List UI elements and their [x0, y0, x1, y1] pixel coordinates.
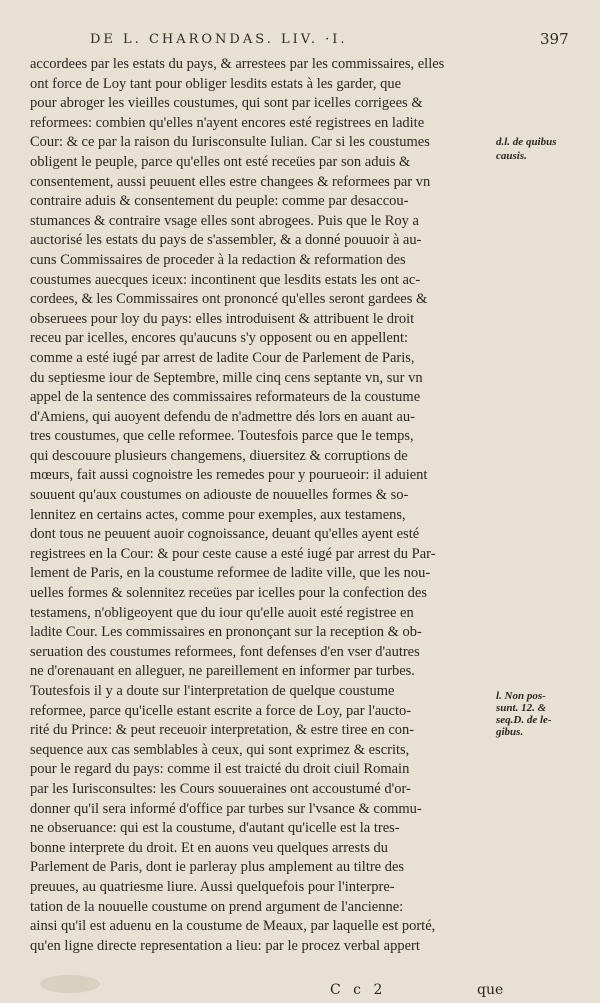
text-line: sequence aux cas semblables à ceux, qui sont exprimez & escrits, [30, 741, 410, 758]
text-line: obligent le peuple, parce qu'elles ont esté receües par son aduis & [30, 153, 411, 170]
text-line: Cour: & ce par la raison du Iurisconsulte Iulian. Car si les coustumes [30, 134, 430, 151]
margin-note: l. Non pos- [496, 690, 546, 702]
text-line: pour abroger les vieilles coustumes, qui sont par icelles corrigees & [30, 95, 423, 112]
text-line: ne d'orenauant en alleguer, ne pareillement en informer par turbes. [30, 663, 415, 680]
text-line: Parlement de Paris, dont ie parleray plus amplement au tiltre des [30, 859, 405, 876]
text-line: du septiesme iour de Septembre, mille cinq cens septante vn, sur vn [30, 369, 423, 386]
catchword: que [477, 982, 504, 998]
margin-notes [496, 0, 596, 1003]
body-text [30, 55, 500, 956]
text-line: registrees en la Cour: & pour ceste cause a esté iugé par arrest du Par- [30, 545, 436, 562]
text-line: rité du Prince: & peut receuoir interpretation, & estre tiree en con- [30, 722, 415, 739]
text-line: reformees: combien qu'elles n'ayent encores esté registrees en ladite [30, 114, 425, 131]
running-header: DE L. CHARONDAS. LIV. ·I. [90, 32, 348, 47]
text-line: obseruees pour loy du pays: elles introduisent & attribuent le droit [30, 310, 415, 327]
text-line: tres coustumes, que celle reformee. Toutesfois parce que le temps, [30, 428, 414, 445]
text-line: comme a esté iugé par arrest de ladite Cour de Parlement de Paris, [30, 349, 415, 366]
text-line: Toutesfois il y a doute sur l'interpretation de quelque coustume [30, 683, 395, 699]
text-line: ladite Cour. Les commissaires en prononçant sur la reception & ob- [30, 624, 422, 641]
page-number: 397 [540, 30, 569, 48]
text-line: souuent qu'aux coustumes on adiouste de nouuelles formes & so- [30, 487, 409, 504]
text-line: stumances & contraire vsage elles sont abrogees. Puis que le Roy a [30, 212, 419, 229]
text-line: par les Iurisconsultes: les Cours souueraines ont accoustumé d'or- [30, 780, 411, 797]
text-line: ainsi qu'il est aduenu en la coustume de Meaux, par laquelle est porté, [30, 918, 436, 935]
text-line: ne obseruance: qui est la coustume, d'autant qu'icelle est la tres- [30, 820, 400, 837]
text-line: consentement, aussi peuuent elles estre changees & reformees par vn [30, 173, 431, 190]
text-line: ont force de Loy tant pour obliger lesdits estats à les garder, que [30, 75, 402, 92]
signature-mark: C c 2 [330, 982, 387, 998]
text-line: lement de Paris, en la coustume reformee de ladite ville, que les nou- [30, 565, 431, 582]
text-line: seruation des coustumes reformees, font defenses d'en vser d'autres [30, 643, 420, 660]
text-line: qu'en ligne directe representation a lieu: par le procez verbal appert [30, 937, 420, 954]
text-line: bonne interprete du droit. Et en auons veu quelques arrests du [30, 839, 388, 856]
text-line: tation de la nouuelle coustume on prend argument de l'ancienne: [30, 898, 404, 915]
text-line: auctorisé les estats du pays de s'assembler, & a donné pouuoir à au- [30, 232, 422, 249]
text-line: cordees, & les Commissaires ont prononcé qu'elles seront gardees & [30, 291, 428, 308]
text-line: lennitez en certains actes, comme pour exemples, aux testamens, [30, 506, 406, 523]
margin-note: sunt. 12. & [496, 702, 547, 714]
text-line: testamens, n'obligeoyent que du iour qu'elle auoit esté registree en [30, 604, 414, 621]
text-line: donner qu'il sera informé d'office par turbes sur l'vsance & commu- [30, 800, 422, 817]
text-line: reformee, parce qu'icelle estant escrite a force de Loy, par l'aucto- [30, 702, 412, 719]
margin-note: causis. [496, 150, 527, 162]
ink-stain [40, 975, 100, 993]
text-line: preuues, au quatriesme liure. Aussi quelquefois pour l'interpre- [30, 878, 395, 895]
margin-note: gibus. [496, 726, 524, 738]
text-line: d'Amiens, qui auoyent defendu de n'admettre dés lors en auant au- [30, 408, 415, 425]
text-line: qui descouure plusieurs changemens, diuersitez & corruptions de [30, 447, 408, 464]
text-line: uelles formes & solennitez receües par icelles pour la confection des [30, 585, 427, 602]
text-line: coustumes auecques iceux: incontinent que lesdits estats les ont ac- [30, 271, 421, 288]
text-line: accordees par les estats du pays, & arrestees par les commissaires, elles [30, 56, 445, 72]
text-line: cuns Commissaires de proceder à la redaction & reformation des [30, 251, 406, 268]
margin-note: seq.D. de le- [496, 714, 552, 726]
text-line: appel de la sentence des commissaires reformateurs de la coustume [30, 389, 421, 406]
text-line: contraire aduis & consentement du peuple: comme par desaccou- [30, 193, 409, 210]
text-line: pour le regard du pays: comme il est traicté du droit ciuil Romain [30, 761, 410, 778]
text-line: mœurs, fait aussi cognoistre les remedes pour y pourueoir: il aduient [30, 467, 428, 484]
text-line: dont tous ne peuuent auoir cognoissance, deuant qu'elles ayent esté [30, 526, 420, 543]
text-line: receu par icelles, encores qu'aucuns s'y opposent ou en appellent: [30, 330, 409, 347]
margin-note: d.l. de quibus [496, 136, 557, 148]
